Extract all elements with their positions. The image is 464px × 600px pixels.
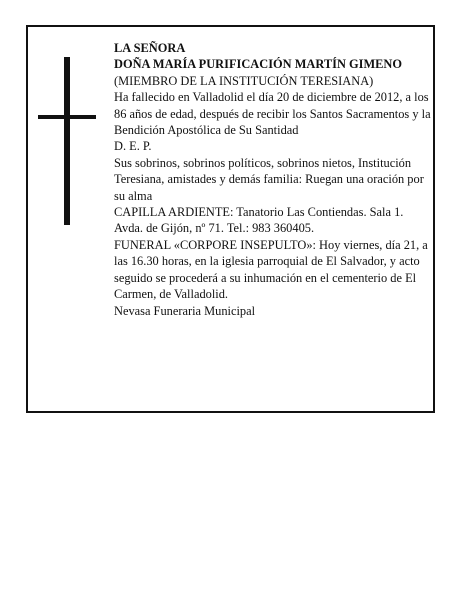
funeral-info: FUNERAL «CORPORE INSEPULTO»: Hoy viernes, día 21, a las 16.30 horas, en la iglesia parroquial de El Salvador, y acto seguido se procederá a su inhumación en el cementerio de El Carmen, de Valladolid. [114, 237, 428, 302]
family-paragraph: Sus sobrinos, sobrinos políticos, sobrinos nietos, Institución Teresiana, amistades y demás familia: Ruegan una oración por su alma [114, 155, 424, 203]
notice-title: LA SEÑORA [114, 41, 186, 55]
affiliation: (MIEMBRO DE LA INSTITUCIÓN TERESIANA) [114, 73, 374, 88]
cross-vertical-bar [64, 57, 70, 225]
obituary-notice [26, 25, 435, 413]
chapel-info: CAPILLA ARDIENTE: Tanatorio Las Contiendas. Sala 1. Avda. de Gijón, nº 71. Tel.: 983 360405. [114, 205, 404, 236]
cross-icon [38, 57, 98, 225]
death-announcement: Ha fallecido en Valladolid el día 20 de diciembre de 2012, a los 86 años de edad, después de recibir los Santos Sacramentos y la Bendición Apostólica de Su Santidad [114, 90, 431, 138]
rip-line: D. E. P. [114, 139, 152, 154]
funeral-home: Nevasa Funeraria Municipal [114, 303, 256, 318]
cross-horizontal-bar [38, 115, 96, 119]
deceased-name: DOÑA MARÍA PURIFICACIÓN MARTÍN GIMENO [114, 57, 402, 72]
notice-text [114, 40, 432, 319]
